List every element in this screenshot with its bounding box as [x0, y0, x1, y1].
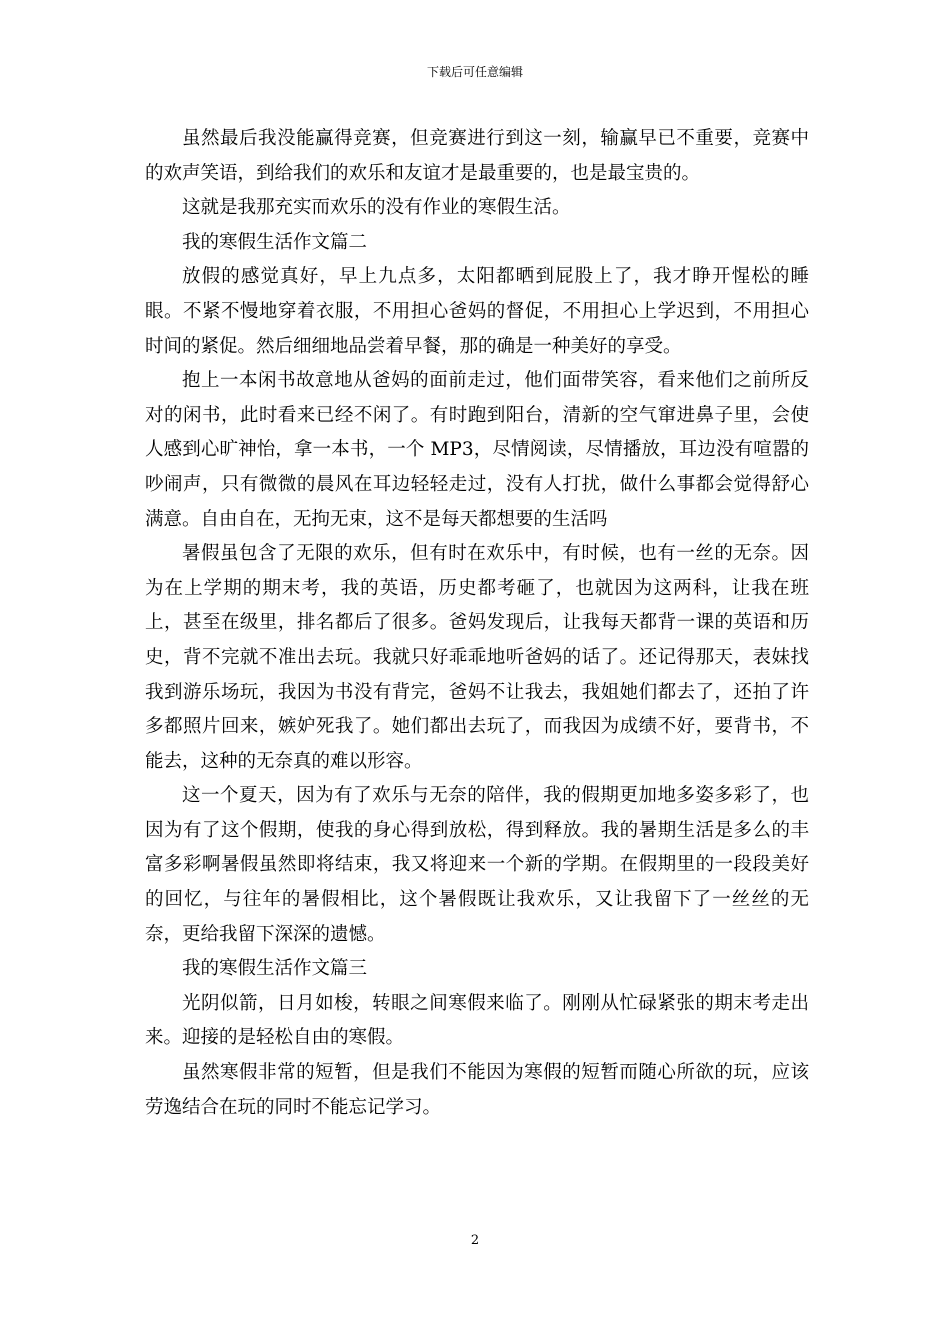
document-body [145, 122, 809, 1125]
page-number: 2 [470, 1233, 480, 1248]
paragraph: 抱上一本闲书故意地从爸妈的面前走过，他们面带笑容，看来他们之前所反对的闲书，此时看来已经不闲了。有时跑到阳台，清新的空气窜进鼻子里，会使人感到心旷神怡，拿一本书，一个 MP3，尽情阅读，尽情播放，耳边没有喧嚣的吵闹声，只有微微的晨风在耳边轻轻走过，没有人打扰，做什么事都会觉得舒心满意。自由自在，无拘无束，这不是每天都想要的生活吗 [145, 370, 809, 530]
paragraph: 这就是我那充实而欢乐的没有作业的寒假生活。 [182, 197, 571, 219]
paragraph: 放假的感觉真好，早上九点多，太阳都晒到屁股上了，我才睁开惺松的睡眼。不紧不慢地穿着衣服，不用担心爸妈的督促，不用担心上学迟到，不用担心时间的紧促。然后细细地品尝着早餐，那的确是一种美好的享受。 [145, 266, 809, 357]
section-heading: 我的寒假生活作文篇二 [182, 231, 368, 253]
paragraph: 光阴似箭，日月如梭，转眼之间寒假来临了。刚刚从忙碌紧张的期末考走出来。迎接的是轻松自由的寒假。 [145, 992, 809, 1049]
page-header: 下载后可任意编辑 [426, 65, 523, 79]
paragraph: 虽然最后我没能赢得竞赛，但竞赛进行到这一刻，输赢早已不重要，竞赛中的欢声笑语，到给我们的欢乐和友谊才是最重要的，也是最宝贵的。 [145, 128, 809, 184]
paragraph: 暑假虽包含了无限的欢乐，但有时在欢乐中，有时候，也有一丝的无奈。因为在上学期的期末考，我的英语，历史都考砸了，也就因为这两科，让我在班上，甚至在级里，排名都后了很多。爸妈发现后，让我每天都背一课的英语和历史，背不完就不准出去玩。我就只好乖乖地听爸妈的话了。还记得那天，表妹找我到游乐场玩，我因为书没有背完，爸妈不让我去，我姐她们都去了，还拍了许多都照片回来，嫉妒死我了。她们都出去玩了，而我因为成绩不好，要背书，不能去，这种的无奈真的难以形容。 [145, 543, 809, 772]
section-heading: 我的寒假生活作文篇三 [182, 958, 368, 980]
paragraph: 这一个夏天，因为有了欢乐与无奈的陪伴，我的假期更加地多姿多彩了，也因为有了这个假期，使我的身心得到放松，得到释放。我的暑期生活是多么的丰富多彩啊暑假虽然即将结束，我又将迎来一个新的学期。在假期里的一段段美好的回忆，与往年的暑假相比，这个暑假既让我欢乐，又让我留下了一丝丝的无奈，更给我留下深深的遗憾。 [145, 785, 809, 945]
paragraph: 虽然寒假非常的短暂，但是我们不能因为寒假的短暂而随心所欲的玩，应该劳逸结合在玩的同时不能忘记学习。 [145, 1062, 809, 1118]
